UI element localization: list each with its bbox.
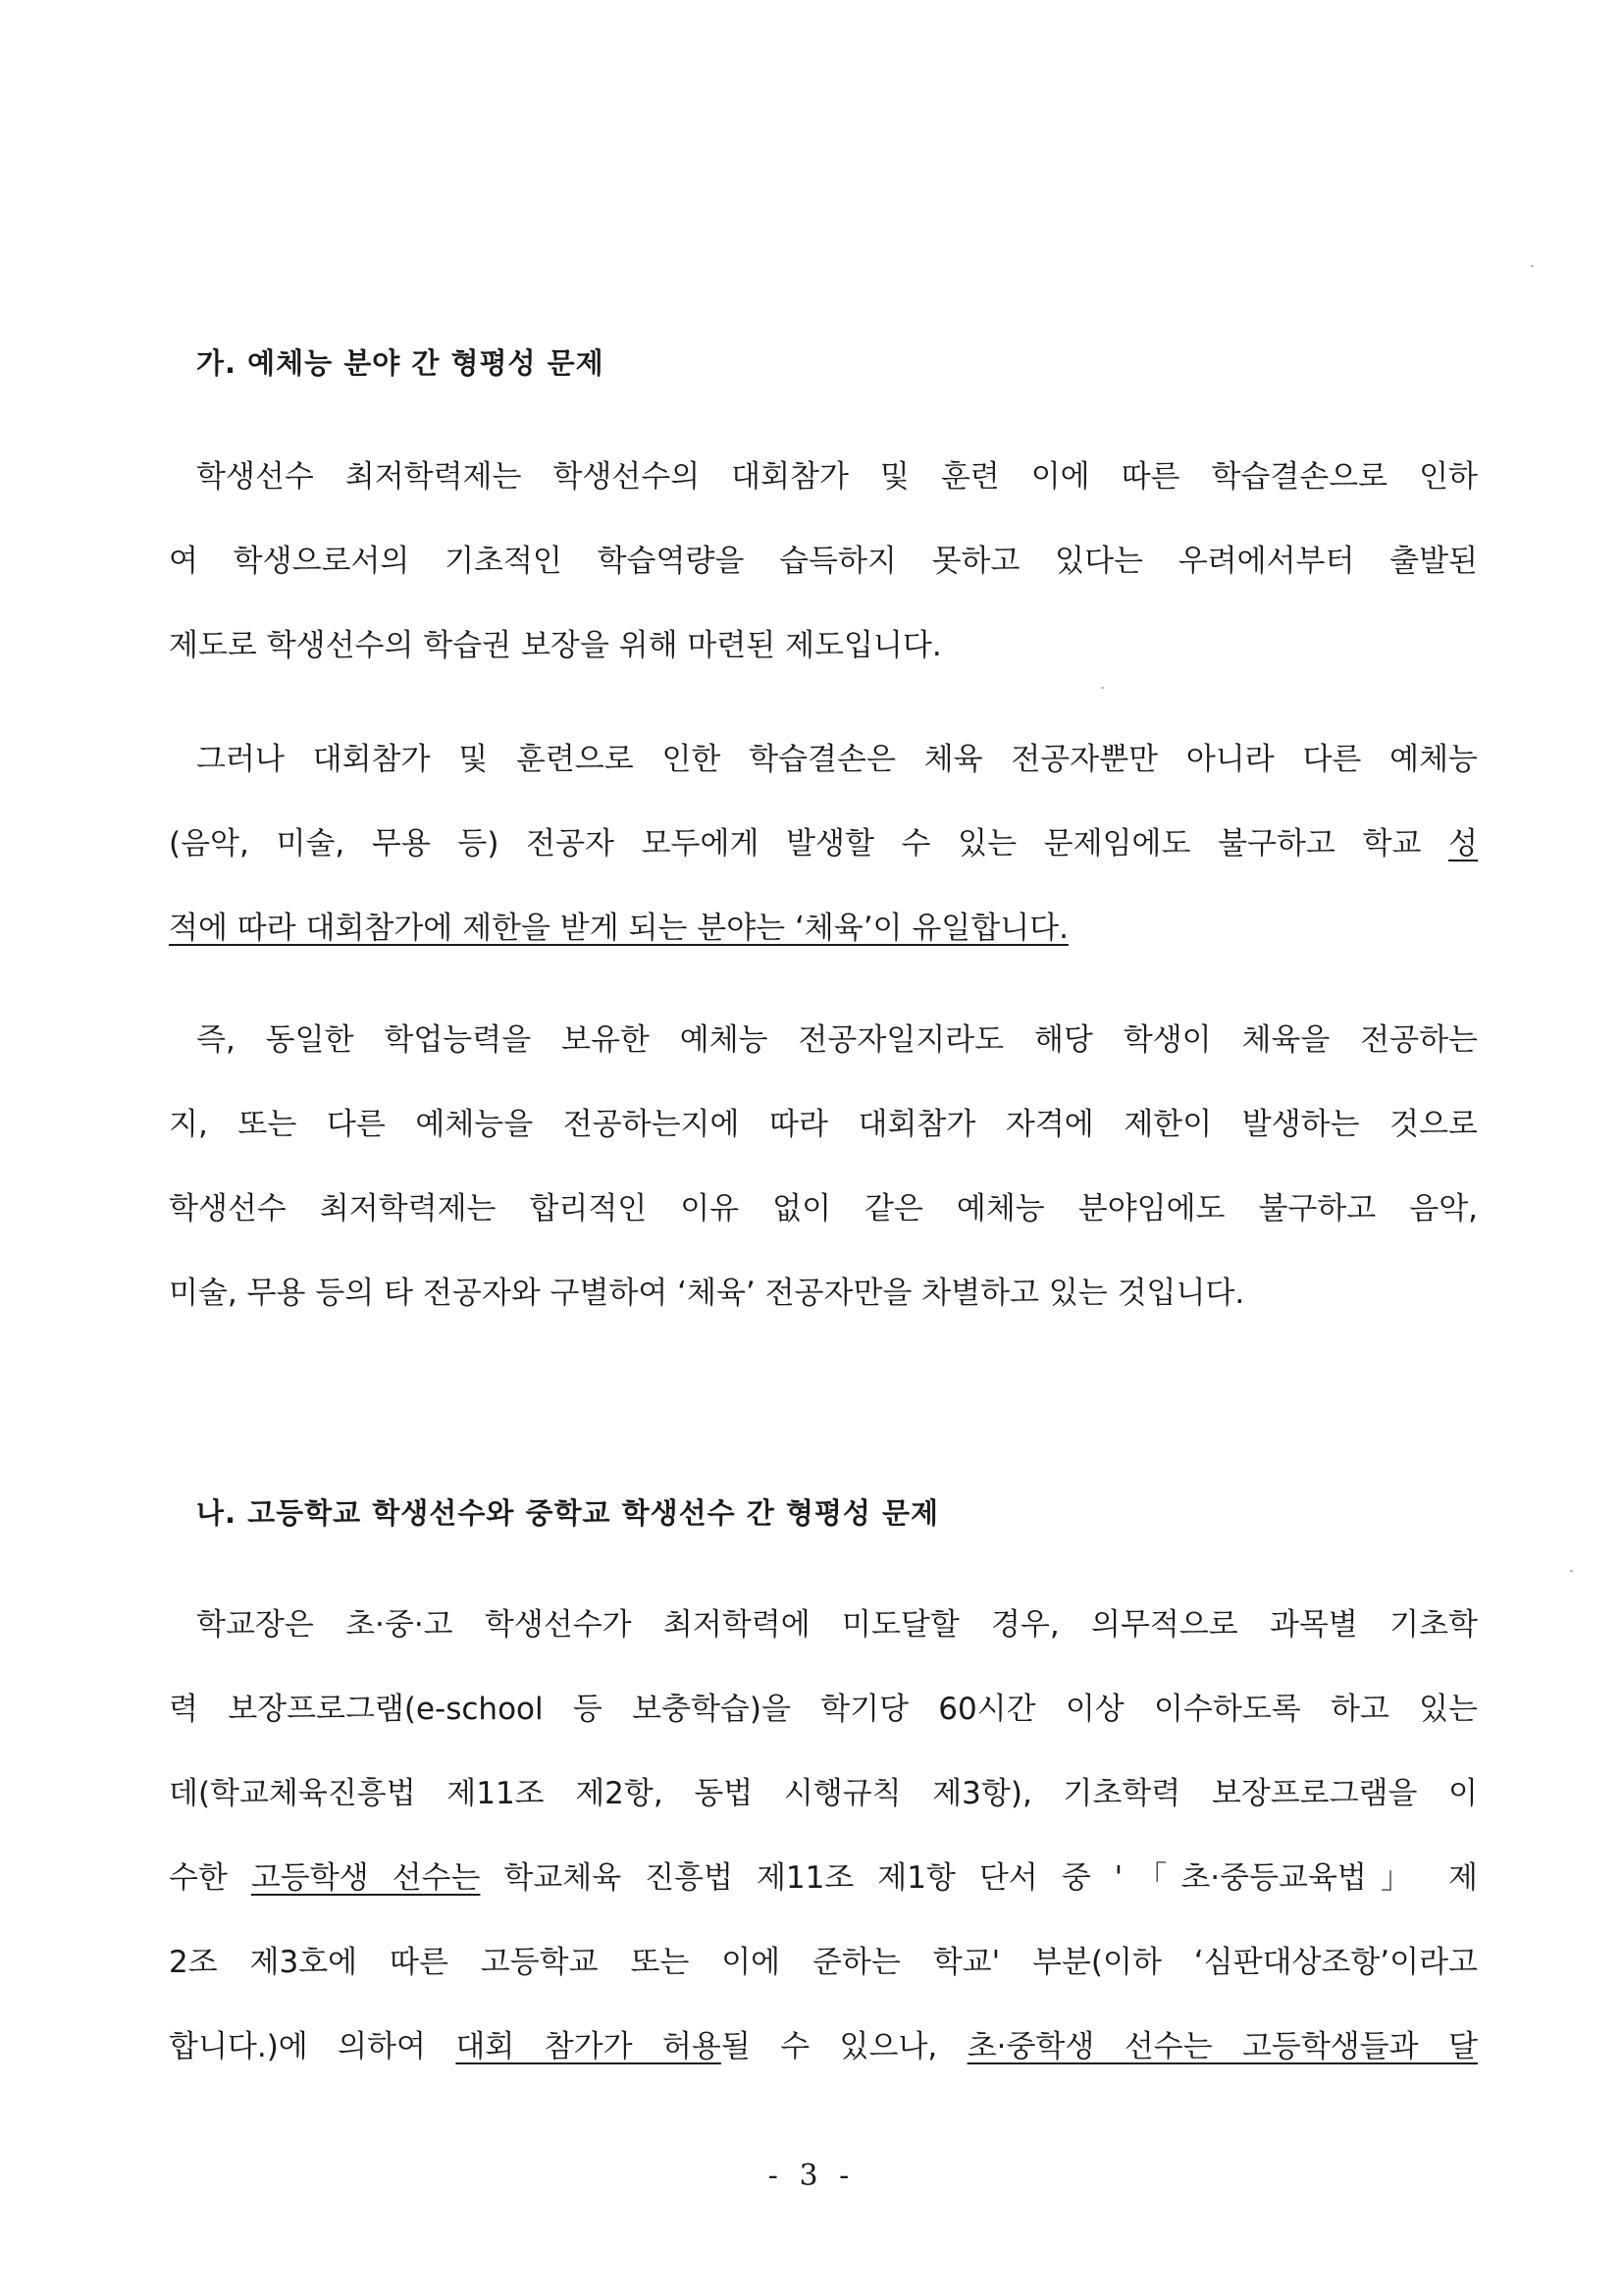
- section-b-p1-line3: 데(학교체육진흥법 제11조 제2항, 동법 시행규칙 제3항), 기초학력 보장프로그램을 이: [169, 1776, 1478, 1811]
- scan-speck: [1531, 265, 1534, 267]
- section-a-p2-line3-underlined: 적에 따라 대회참가에 제한을 받게 되는 분야는 ‘체육’이 유일합니다.: [169, 911, 1069, 946]
- section-b-p1-line6-text-c: 될 수 있으나,: [720, 2029, 968, 2064]
- section-a-p3-line1: 즉, 동일한 학업능력을 보유한 예체능 전공자일지라도 해당 학생이 체육을 전공하는: [196, 1022, 1478, 1058]
- section-b-p1-line4-text-c: 학교체육 진흥법 제11조 제1항 단서 중 '「초·중등교육법」 제: [480, 1860, 1478, 1896]
- section-b-p1-line4: [169, 1858, 1478, 1898]
- section-a-p3-line2: 지, 또는 다른 예체능을 전공하는지에 따라 대회참가 자격에 제한이 발생하는 것으로: [169, 1107, 1478, 1142]
- section-a-p2-line1: 그러나 대회참가 및 훈련으로 인한 학습결손은 체육 전공자뿐만 아니라 다른 예체능: [196, 742, 1478, 777]
- section-a-p1-line2: 여 학생으로서의 기초적인 학습역량을 습득하지 못하고 있다는 우려에서부터 출발된: [169, 544, 1478, 579]
- section-b-p1-line6-text-a: 합니다.)에 의하여: [169, 2029, 456, 2064]
- section-b-p1-line1: 학교장은 초·중·고 학생선수가 최저학력에 미도달할 경우, 의무적으로 과목별 기초학: [196, 1607, 1478, 1643]
- section-b-p1-line2: 력 보장프로그램(e-school 등 보충학습)을 학기당 60시간 이상 이수하도록 하고 있는: [169, 1692, 1478, 1727]
- page-number: - 3 -: [767, 2159, 856, 2193]
- section-b-p1-line6-underlined-1: 대회 참가가 허용: [455, 2029, 721, 2064]
- section-a-p2-line3: [169, 909, 1069, 948]
- section-b-heading: 나. 고등학교 학생선수와 중학교 학생선수 간 형평성 문제: [196, 1496, 940, 1530]
- section-a-p3-line3: 학생선수 최저학력제는 합리적인 이유 없이 같은 예체능 분야임에도 불구하고 음악,: [169, 1191, 1478, 1226]
- section-a-p3-line4: 미술, 무용 등의 타 전공자와 구별하여 ‘체육’ 전공자만을 차별하고 있는 것입니다.: [169, 1276, 1245, 1311]
- section-b-p1-line4-underlined: 고등학생 선수는: [250, 1860, 481, 1896]
- section-a-heading: 가. 예체능 분야 간 형평성 문제: [196, 346, 604, 380]
- section-a-p1-line3: 제도로 학생선수의 학습권 보장을 위해 마련된 제도입니다.: [169, 628, 942, 663]
- scan-speck: [1570, 1570, 1573, 1572]
- section-a-p2-line2-underlined: 성: [1448, 826, 1478, 861]
- section-b-p1-line4-text-a: 수한: [169, 1860, 251, 1896]
- section-b-p1-line5: 2조 제3호에 따른 고등학교 또는 이에 준하는 학교' 부분(이하 ‘심판대상조항’이라고: [169, 1945, 1478, 1980]
- section-a-p1-line1: 학생선수 최저학력제는 학생선수의 대회참가 및 훈련 이에 따른 학습결손으로 인하: [196, 459, 1478, 495]
- scan-speck: [1101, 687, 1104, 689]
- section-b-p1-line6: [169, 2027, 1478, 2066]
- section-a-p2-line2: [169, 824, 1478, 863]
- section-a-p2-line2-text: (음악, 미술, 무용 등) 전공자 모두에게 발생할 수 있는 문제임에도 불구하고 학교: [169, 826, 1449, 861]
- section-b-p1-line6-underlined-2: 초·중학생 선수는 고등학생들과 달: [967, 2029, 1478, 2064]
